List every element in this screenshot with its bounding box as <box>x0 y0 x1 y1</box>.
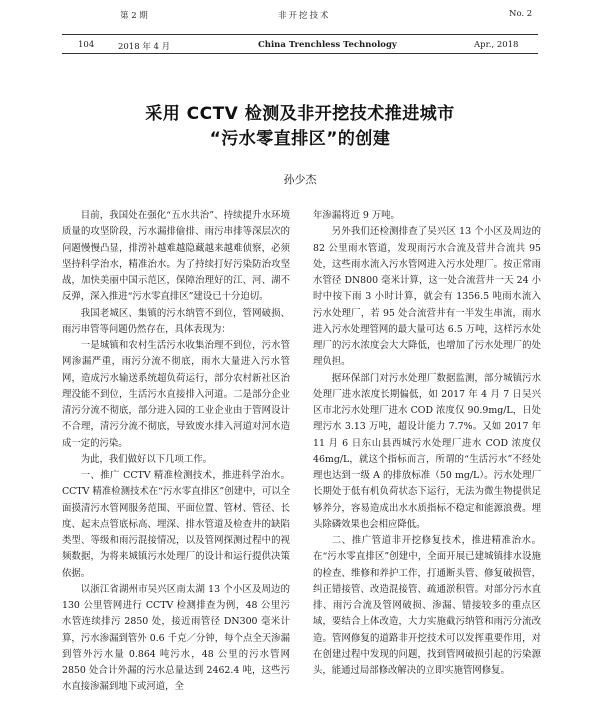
paragraph: 二、推广管道非开挖修复技术，推进精准治水。在“污水零直排区”创建中，全面开展已建城镇排水设施的检查、维修和养护工作，打通断头管、修复破损管，纠正错接管、改造混接管、疏通淤积管。对部分污水直排、雨污合流及管网破损、渗漏、错接较多的重点区域，要结合上体改造，大力实施截污纳管和雨污分流改造。管网修复的道路非开挖技术可以发挥重要作用，对在创建过程中发现的问题，找到管网破损引起的污染源头，能通过局部修改解决的立即实施管网修复。 <box>313 535 541 676</box>
header-date-en: Apr., 2018 <box>474 40 519 50</box>
header-journal-en: China Trenchless Technology <box>258 40 397 50</box>
header-journal-cn: 非开挖技术 <box>278 11 331 21</box>
article-title-line1: 采用 CCTV 检测及非开挖技术推进城市 <box>145 104 455 124</box>
header-rule-bottom <box>62 53 538 54</box>
paragraph: 年渗漏将近 9 万吨。 <box>313 210 400 221</box>
page-number: 104 <box>78 40 95 50</box>
paragraph: 一、推广 CCTV 精准检测技术，推进科学治水。CCTV 精准检测技术在“污水零直排区”创建中，可以全面摸清污水管网服务范围、平面位置、管材、管径、长度、起末点管底标高、埋深、排水管道及检查井的缺陷类型、等级和雨污混接情况，以及管网探测过程中的视频数据，为将来城镇污水处理厂的设计和运行提供决策依据。 <box>62 470 290 579</box>
paragraph: 目前，我国处在强化“五水共治”、持续提升水环境质量的攻坚阶段，污水漏排偷排、雨污串排等深层次的问题慢慢凸显，排涝补越难越隐藏越来越难侦察，必须坚持科学治水，精准治水。为了持续打好污染防治攻坚战，加快美丽中国示范区，保障治理好的江、河、湖不反弹，深入推进“污水零直排区”建设已十分迫切。 <box>62 210 290 303</box>
body-column-right <box>313 208 541 679</box>
header-issue: 第 2 期 <box>120 11 148 21</box>
header-rule-top <box>62 34 538 35</box>
article-title-line2: “污水零直排区”的创建 <box>209 129 391 149</box>
header-date-cn: 2018 年 4 月 <box>118 42 171 52</box>
paragraph: 另外我们还检测排查了吴兴区 13 个小区及周边的 82 公里雨水管道，发现雨污水合流及营井合流共 95 处，这些雨水流入污水管网进入污水处理厂。按正常雨水管径 DN800 毫米计算，这一处合流营井一天 24 小时中按下雨 3 小时计算，就会有 1356.5 吨雨水流入污水处理厂，若 95 处合流营井有一半发生串流，雨水进入污水处理管网的最大量可达 6.5 万吨，这样污水处理厂的污水浓度会大大降低，也增加了污水处理厂的处理负担。 <box>313 226 541 368</box>
paragraph: 一是城镇和农村生活污水收集治理不到位，污水管网渗漏严重，雨污分流不彻底，雨水大量进入污水管网，造成污水输送系统超负荷运行，部分农村新社区治理没能不到位，生活污水直接排入河道。二是部分企业清污分流不彻底，部分进入园的工业企业由于管网设计不合理，清污分流不彻底，导致废水排入河道对河水造成一定的污染。 <box>62 340 290 449</box>
header-number: No. 2 <box>509 9 533 19</box>
article-author: 孙少杰 <box>283 173 317 186</box>
paragraph: 以浙江省湖州市吴兴区南太湖 13 个小区及周边的 130 公里管网进行 CCTV 检测排查为例，48 公里污水管连续排污 2850 处，接近雨管径 DN300 毫米计算，污水渗漏到管外 0.6 千克／分钟，每个点全天渗漏到管外污水量 0.864 吨污水，48 公里的污水管网 2850 处合计外漏的污水总量达到 2462.4 吨，这些污水直接渗漏到地下或河道，全 <box>62 583 290 693</box>
body-column-left <box>62 208 290 696</box>
paragraph: 我国老城区、集镇的污水纳管不到位，管网破损、雨污串管等问题仍然存在，具体表现为： <box>62 307 290 335</box>
paragraph: 据环保部门对污水处理厂数据监测，部分城镇污水处理厂进水浓度长期偏低，如 2017 年 4 月 7 日吴兴区市北污水处理厂进水 COD 浓度仅 90.9mg/L，日处理污水 3.13 万吨，超设计能力 7.7%。又如 2017 年 11 月 6 日东山县西城污水处理厂进水 COD 浓度仅 46mg/L，就这个指标而言，所谓的“生活污水”不经处理也达到一级 A 的排放标准（50 mg/L）。污水处理厂长期处于低有机负荷状态下运行，无法为微生物提供足够养分，容易造成出水水质指标不稳定和能源浪费。埋头除磷效果也会相应降低。 <box>313 372 541 530</box>
paragraph: 为此，我们做好以下几项工作。 <box>80 453 213 465</box>
